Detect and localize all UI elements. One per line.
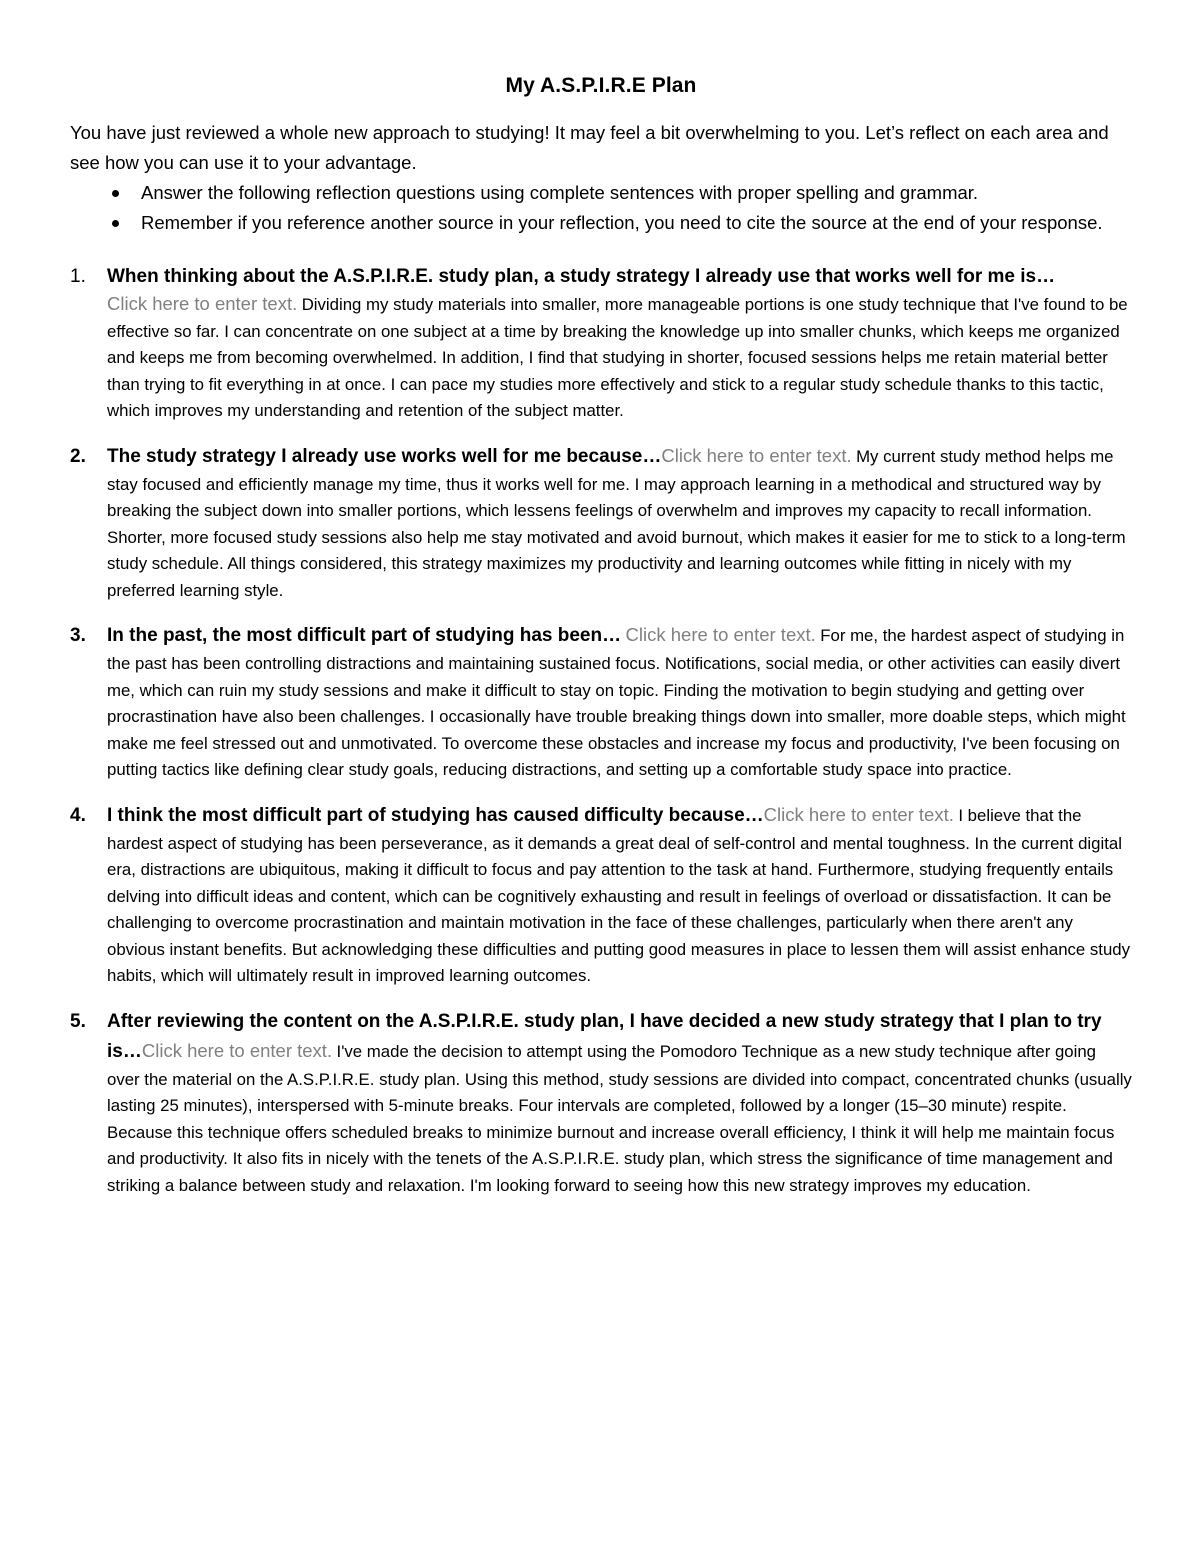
text-placeholder-field[interactable]: Click here to enter text. [107,293,298,314]
instruction-item: Remember if you reference another source in your reflection, you need to cite the source at the end of your response. [108,208,1132,238]
question-item [70,442,1132,605]
question-number: 4. [70,804,86,826]
question-prompt: I think the most difficult part of studying has caused difficulty because… [107,804,764,826]
question-item [70,621,1132,784]
question-prompt: When thinking about the A.S.P.I.R.E. study plan, a study strategy I already use that works well for me is… [107,266,1056,287]
text-placeholder-field[interactable]: Click here to enter text. [141,1039,333,1061]
question-prompt: After reviewing the content on the A.S.P.I.R.E. study plan, I have decided a new study strategy that I plan to try is… [107,1010,1102,1062]
question-item [70,801,1132,990]
question-item [70,1007,1132,1200]
page-title: My A.S.P.I.R.E Plan [505,74,697,97]
document-page [70,74,1132,1216]
answer-text: My current study method helps me stay focused and efficiently manage my time, thus it works well for me. I may approach learning in a methodical and structured way by breaking the subject down into smaller portions, which lessens feelings of overwhelm and improves my capacity to recall information. Shorter, more focused study sessions also help me stay motivated and avoid burnout, which makes it easier for me to stick to a long-term study schedule. All things considered, this strategy maximizes my productivity and learning outcomes while fitting in nicely with my preferred learning style. [107,446,1126,600]
question-item [70,262,1132,425]
question-list [70,262,1132,1199]
text-placeholder-field[interactable]: Click here to enter text. [661,444,852,466]
text-placeholder-field[interactable]: Click here to enter text. [763,803,954,825]
instruction-list [70,178,1132,238]
answer-text: I believe that the hardest aspect of studying has been perseverance, as it demands a great deal of self-control and mental toughness. In the current digital era, distractions are ubiquitous, making it difficult to focus and pay attention to the task at hand. Furthermore, studying frequently entails delving into difficult ideas and content, which can be cognitively exhausting and result in feelings of overload or dissatisfaction. It can be challenging to overcome procrastination and maintain motivation in the face of these challenges, particularly when there aren't any obvious instant benefits. But acknowledging these difficulties and putting good measures in place to lessen them will assist enhance study habits, which will ultimately result in improved learning outcomes. [107,805,1131,985]
question-prompt: The study strategy I already use works well for me because… [107,445,662,467]
question-number: 2. [70,445,86,467]
answer-text: For me, the hardest aspect of studying in the past has been controlling distractions and maintaining sustained focus. Notifications, social media, or other activities can easily divert me, which can ruin my study sessions and make it difficult to stay on topic. Finding the motivation to begin studying and getting over procrastination have also been challenges. I occasionally have trouble breaking things down into smaller, more doable steps, which might make me feel stressed out and unmotivated. To overcome these obstacles and increase my focus and productivity, I've been focusing on putting tactics like defining clear study goals, reducing distractions, and setting up a comfortable study space into practice. [107,626,1126,779]
answer-text: Dividing my study materials into smaller, more manageable portions is one study technique that I've found to be effective so far. I can concentrate on one subject at a time by breaking the knowledge up into smaller chunks, which keeps me organized and keeps me from becoming overwhelmed. In addition, I find that studying in shorter, focused sessions helps me retain material better than trying to fit everything in at once. I can pace my studies more effectively and stick to a regular study schedule thanks to this tactic, which improves my understanding and retention of the subject matter. [107,295,1128,420]
question-number: 3. [70,625,86,646]
text-placeholder-field[interactable]: Click here to enter text. [625,624,816,645]
question-prompt: In the past, the most difficult part of studying has been… [107,625,622,646]
question-number: 1. [70,266,86,287]
answer-text: I've made the decision to attempt using the Pomodoro Technique as a new study technique after going over the material on the A.S.P.I.R.E. study plan. Using this method, study sessions are divided into compact, concentrated chunks (usually lasting 25 minutes), interspersed with 5-minute breaks. Four intervals are completed, followed by a longer (15–30 minute) respite. Because this technique offers scheduled breaks to minimize burnout and increase overall efficiency, I think it will help me maintain focus and productivity. It also fits in nicely with the tenets of the A.S.P.I.R.E. study plan, which stress the significance of time management and striking a balance between study and relaxation. I'm looking forward to seeing how this new strategy improves my education. [107,1041,1132,1195]
intro-paragraph: You have just reviewed a whole new approach to studying! It may feel a bit overwhelming to you. Let’s reflect on each area and see how you can use it to your advantage. [70,122,1109,173]
question-number: 5. [70,1010,86,1032]
instruction-item: Answer the following reflection questions using complete sentences with proper spelling and grammar. [108,178,1132,208]
